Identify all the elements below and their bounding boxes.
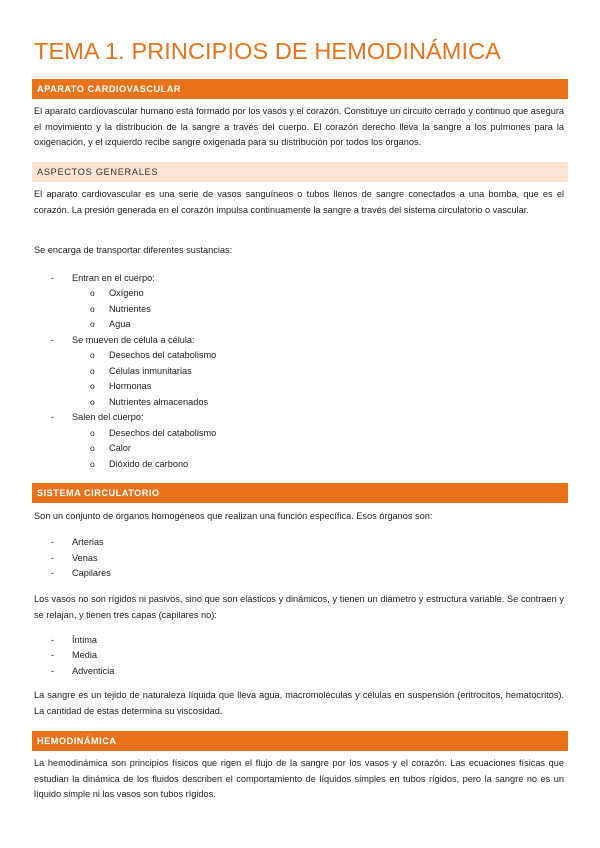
list-item: Células inmunitarias: [109, 366, 192, 376]
list-bullet: -: [51, 412, 55, 422]
list-group-label: Salen del cuerpo:: [72, 412, 144, 422]
list-item: Nutrientes almacenados: [109, 397, 209, 407]
list-bullet: o: [90, 366, 95, 376]
section-heading-aspectos-generales: ASPECTOS GENERALES: [32, 162, 568, 182]
list-item: Íntima: [72, 635, 98, 645]
paragraph: La sangre es un tejido de naturaleza líquida que lleva agua, macromoléculas y células en suspensión (eritrocitos, hematocritos). La cantidad de estas determina su viscosidad.: [34, 690, 564, 716]
paragraph: Los vasos no son rígidos ni pasivos, sino que son elásticos y dinámicos, y tienen un diámetro y estructura variable. Se contraen y se relajan, y tienen tres capas (capilares no):: [34, 594, 564, 620]
list-bullet: o: [90, 288, 95, 298]
list-bullet: -: [51, 568, 55, 578]
list-bullet: o: [90, 428, 95, 438]
list-item: Hormonas: [109, 381, 152, 391]
list-item: Desechos del catabolismo: [109, 350, 217, 360]
paragraph: Son un conjunto de órganos homogéneos que realizan una función específica. Esos órganos son:: [34, 511, 433, 521]
list-bullet: o: [90, 397, 95, 407]
list-bullet: o: [90, 319, 95, 329]
section-heading-aparato-cardiovascular: APARATO CARDIOVASCULAR: [32, 79, 568, 99]
section-heading-sistema-circulatorio: SISTEMA CIRCULATORIO: [32, 483, 568, 503]
list-item: Dióxido de carbono: [109, 459, 189, 469]
list-item: Desechos del catabolismo: [109, 428, 217, 438]
list-item: Agua: [109, 319, 131, 329]
paragraph: Se encarga de transportar diferentes sustancias:: [34, 245, 233, 255]
list-bullet: o: [90, 350, 95, 360]
list-item: Media: [72, 650, 98, 660]
list-bullet: -: [51, 666, 55, 676]
list-item: Calor: [109, 443, 131, 453]
list-bullet: o: [90, 459, 95, 469]
paragraph: La hemodinámica son principios físicos que rigen el flujo de la sangre por los vasos y el corazón. Las ecuaciones físicas que estudian la dinámica de los fluidos describen el comportamiento de líquidos simples en tubos rígidos, pero la sangre no es un líquido simple ni los vasos son tubos rígidos.: [34, 758, 564, 800]
list-bullet: o: [90, 304, 95, 314]
list-bullet: o: [90, 381, 95, 391]
paragraph: El aparato cardiovascular humano está formado por los vasos y el corazón. Constituye un circuito cerrado y continuo que asegura el movimiento y la distribución de la sangre a través del cuerpo. El corazón derecho lleva la sangre a los pulmones para la oxigenación, y el izquierdo recibe sangre oxigenada para su distribución por todos los órganos.: [34, 106, 564, 148]
list-item: Venas: [72, 553, 98, 563]
list-bullet: -: [51, 537, 55, 547]
page-title: TEMA 1. PRINCIPIOS DE HEMODINÁMICA: [34, 38, 501, 64]
list-bullet: -: [51, 635, 55, 645]
list-item: Oxígeno: [109, 288, 144, 298]
list-bullet: o: [90, 443, 95, 453]
list-group-label: Se mueven de célula a célula:: [72, 335, 195, 345]
list-group-label: Entran en el cuerpo:: [72, 273, 155, 283]
list-item: Arterias: [72, 537, 104, 547]
list-bullet: -: [51, 335, 55, 345]
list-bullet: -: [51, 553, 55, 563]
list-item: Adventicia: [72, 666, 115, 676]
list-item: Capilares: [72, 568, 111, 578]
section-heading-hemodinamica: HEMODINÁMICA: [32, 731, 568, 751]
list-bullet: -: [51, 650, 55, 660]
paragraph: El aparato cardiovascular es una serie de vasos sanguíneos o tubos llenos de sangre conectados a una bomba, que es el corazón. La presión generada en el corazón impulsa continuamente la sangre a través del sistema circulatorio o vascular.: [34, 189, 564, 215]
list-bullet: -: [51, 273, 55, 283]
list-item: Nutrientes: [109, 304, 151, 314]
